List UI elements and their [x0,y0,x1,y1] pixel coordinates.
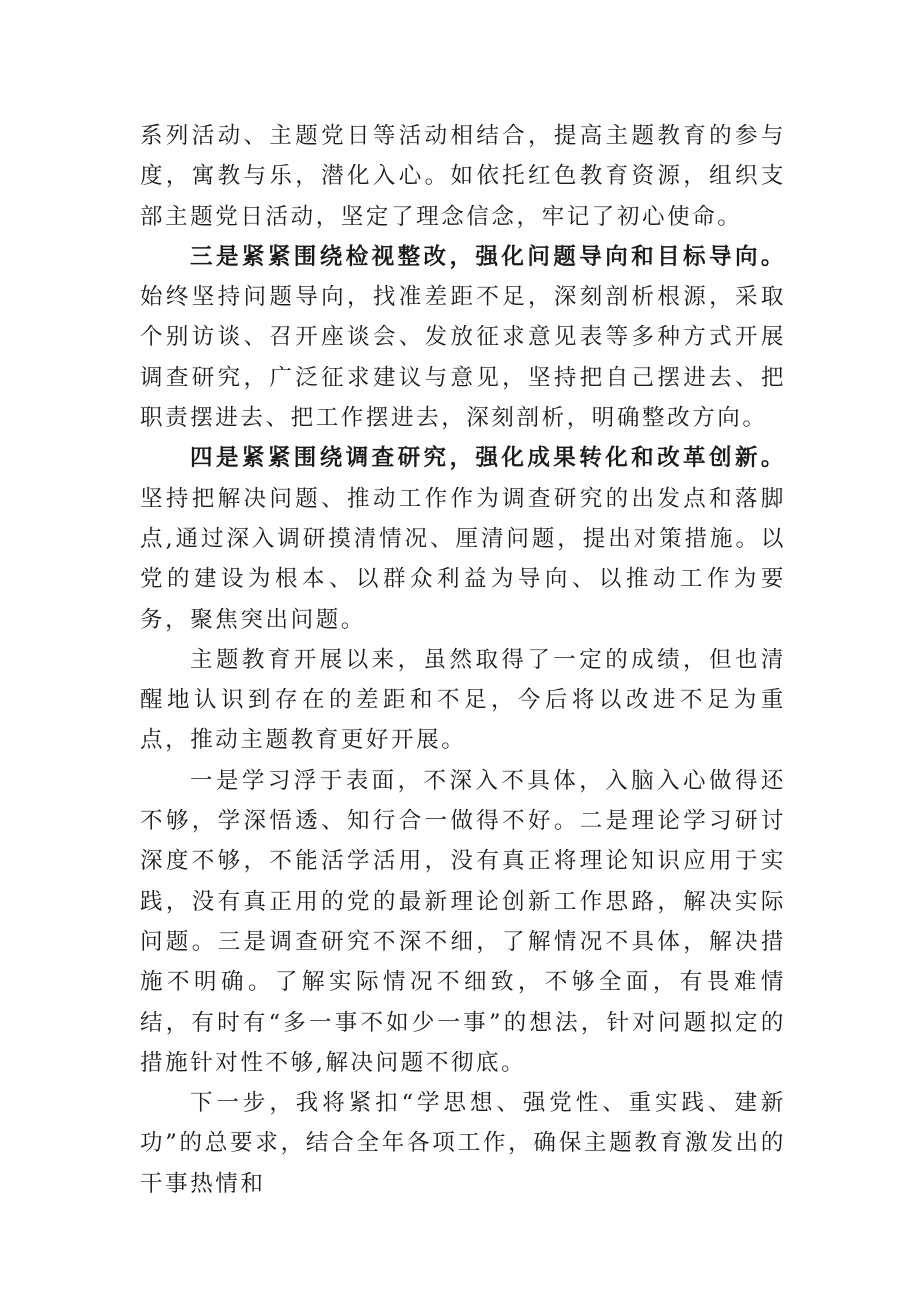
paragraph-lead-heading: 四是紧紧围绕调查研究，强化成果转化和改革创新。 [190,445,786,472]
paragraph-text: 始终坚持问题导向，找准差距不足，深刻剖析根源，采取个别访谈、召开座谈会、发放征求意见表等多种方式开展调查研究，广泛征求建议与意见，坚持把自己摆进去、把职责摆进去、把工作摆进去，深刻剖析，明确整改方向。 [140,284,786,432]
document-body [140,116,786,1204]
paragraph-summary [140,640,786,761]
paragraph-text: 系列活动、主题党日等活动相结合，提高主题教育的参与度，寓教与乐，潜化入心。如依托红色教育资源，组织支部主题党日活动，坚定了理念信念，牢记了初心使命。 [140,123,786,230]
paragraph-text: 一是学习浮于表面，不深入不具体，入脑入心做得还不够，学深悟透、知行合一做得不好。二是理论学习研讨深度不够，不能活学活用，没有真正将理论知识应用于实践，没有真正用的党的最新理论创新工作思路，解决实际问题。三是调查研究不深不细，了解情况不具体，解决措施不明确。了解实际情况不细致，不够全面，有畏难情结，有时有“多一事不如少一事”的想法，针对问题拟定的措施针对性不够,解决问题不彻底。 [140,767,786,1076]
paragraph-point-four [140,438,786,639]
paragraph-text: 主题教育开展以来，虽然取得了一定的成绩，但也清醒地认识到存在的差距和不足，今后将以改进不足为重点，推动主题教育更好开展。 [140,646,786,754]
paragraph-point-three [140,237,786,438]
paragraph-continuation [140,116,786,237]
paragraph-text: 下一步，我将紧扣“学思想、强党性、重实践、建新功”的总要求，结合全年各项工作，确保主题教育激发出的干事热情和 [140,1090,786,1197]
paragraph-next-steps [140,1083,786,1204]
paragraph-text: 坚持把解决问题、推动工作作为调查研究的出发点和落脚点,通过深入调研摸清情况、厘清问题，提出对策措施。以党的建设为根本、以群众利益为导向、以推动工作为要务，聚焦突出问题。 [140,485,786,633]
paragraph-shortcomings [140,761,786,1083]
paragraph-lead-heading: 三是紧紧围绕检视整改，强化问题导向和目标导向。 [190,243,786,270]
